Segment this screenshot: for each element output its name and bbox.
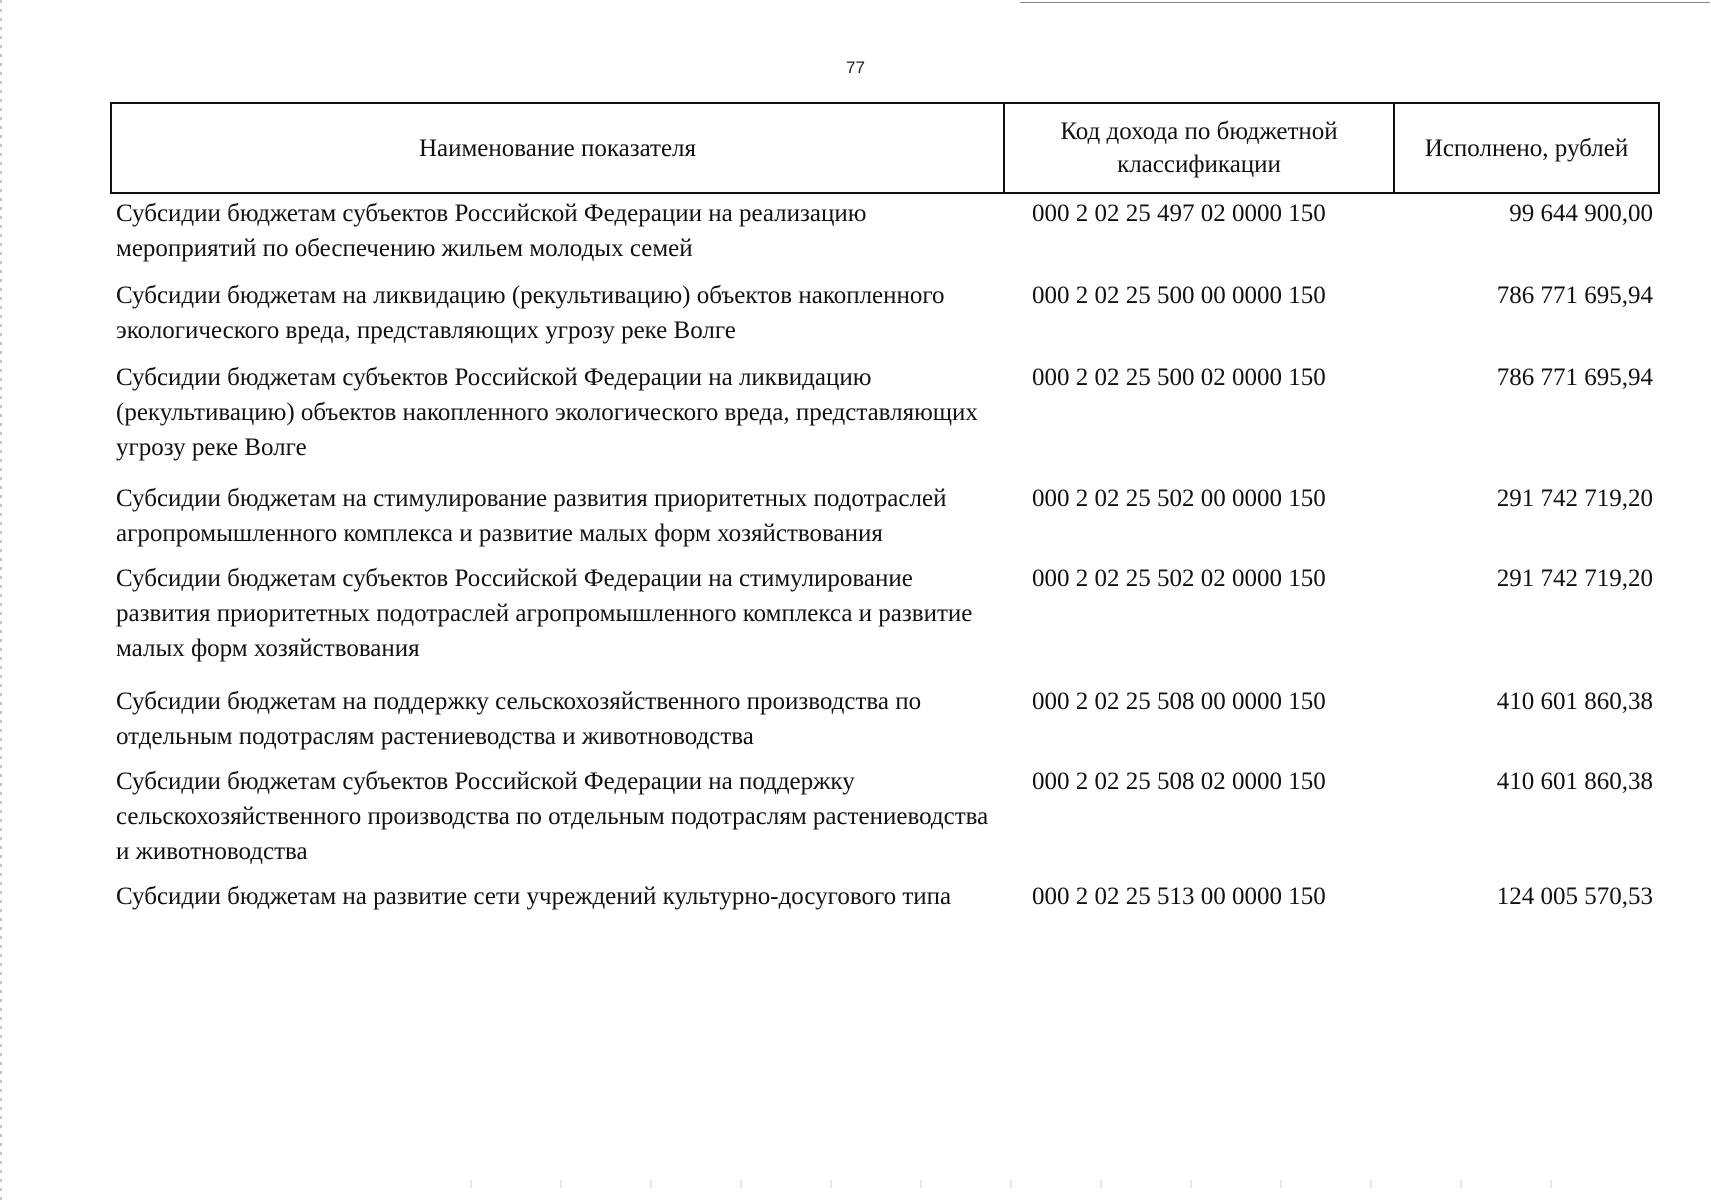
- row-name: Субсидии бюджетам субъектов Российской Федерации на стимулирование развития приоритетных подотраслей агропромышленного комплекса и развитие малых форм хозяйствования: [116, 565, 973, 662]
- table-row: [111, 684, 1659, 764]
- budget-income-table: [110, 102, 1660, 914]
- top-rule: [1020, 2, 1710, 3]
- row-name: Субсидии бюджетам субъектов Российской Федерации на поддержку сельскохозяйственного производства по отдельным подотраслям растениеводства и животноводства: [116, 768, 989, 865]
- row-name: Субсидии бюджетам на стимулирование развития приоритетных подотраслей агропромышленного комплекса и развитие малых форм хозяйствования: [116, 485, 947, 547]
- row-amount: 410 601 860,38: [1496, 768, 1653, 795]
- row-code: 000 2 02 25 508 00 0000 150: [1032, 688, 1326, 715]
- row-code: 000 2 02 25 497 02 0000 150: [1032, 200, 1326, 227]
- row-amount: 291 742 719,20: [1496, 565, 1653, 592]
- row-amount: 124 005 570,53: [1496, 883, 1653, 910]
- table-row: [111, 193, 1659, 278]
- row-name: Субсидии бюджетам субъектов Российской Федерации на реализацию мероприятий по обеспечению жильем молодых семей: [116, 200, 867, 262]
- table-row: [111, 561, 1659, 684]
- row-name: Субсидии бюджетам субъектов Российской Федерации на ликвидацию (рекультивацию) объектов накопленного экологического вреда, представляющих угрозу реке Волге: [116, 364, 978, 461]
- table-row: [111, 278, 1659, 360]
- row-code: 000 2 02 25 500 02 0000 150: [1032, 364, 1326, 391]
- table-row: [111, 764, 1659, 879]
- page-number: 77: [846, 58, 865, 77]
- row-name: Субсидии бюджетам на развитие сети учреждений культурно-досугового типа: [116, 883, 952, 910]
- header-code: Код дохода по бюджетной классификации: [1004, 103, 1394, 193]
- row-name: Субсидии бюджетам на ликвидацию (рекультивацию) объектов накопленного экологического вреда, представляющих угрозу реке Волге: [116, 282, 945, 344]
- scan-noise: [430, 1180, 1630, 1188]
- row-amount: 786 771 695,94: [1496, 282, 1653, 309]
- row-amount: 410 601 860,38: [1496, 688, 1653, 715]
- row-name: Субсидии бюджетам на поддержку сельскохозяйственного производства по отдельным подотраслям растениеводства и животноводства: [116, 688, 922, 750]
- table-row: [111, 481, 1659, 561]
- table-row: [111, 360, 1659, 481]
- row-amount: 291 742 719,20: [1496, 485, 1653, 512]
- row-amount: 99 644 900,00: [1509, 200, 1653, 227]
- row-code: 000 2 02 25 513 00 0000 150: [1032, 883, 1326, 910]
- scan-edge: [0, 0, 2, 1200]
- row-code: 000 2 02 25 502 00 0000 150: [1032, 485, 1326, 512]
- table-row: [111, 879, 1659, 914]
- header-amount: Исполнено, рублей: [1394, 103, 1659, 193]
- row-code: 000 2 02 25 502 02 0000 150: [1032, 565, 1326, 592]
- row-code: 000 2 02 25 500 00 0000 150: [1032, 282, 1326, 309]
- row-code: 000 2 02 25 508 02 0000 150: [1032, 768, 1326, 795]
- header-name: Наименование показателя: [111, 103, 1004, 193]
- row-amount: 786 771 695,94: [1496, 364, 1653, 391]
- table-header-row: [111, 103, 1659, 193]
